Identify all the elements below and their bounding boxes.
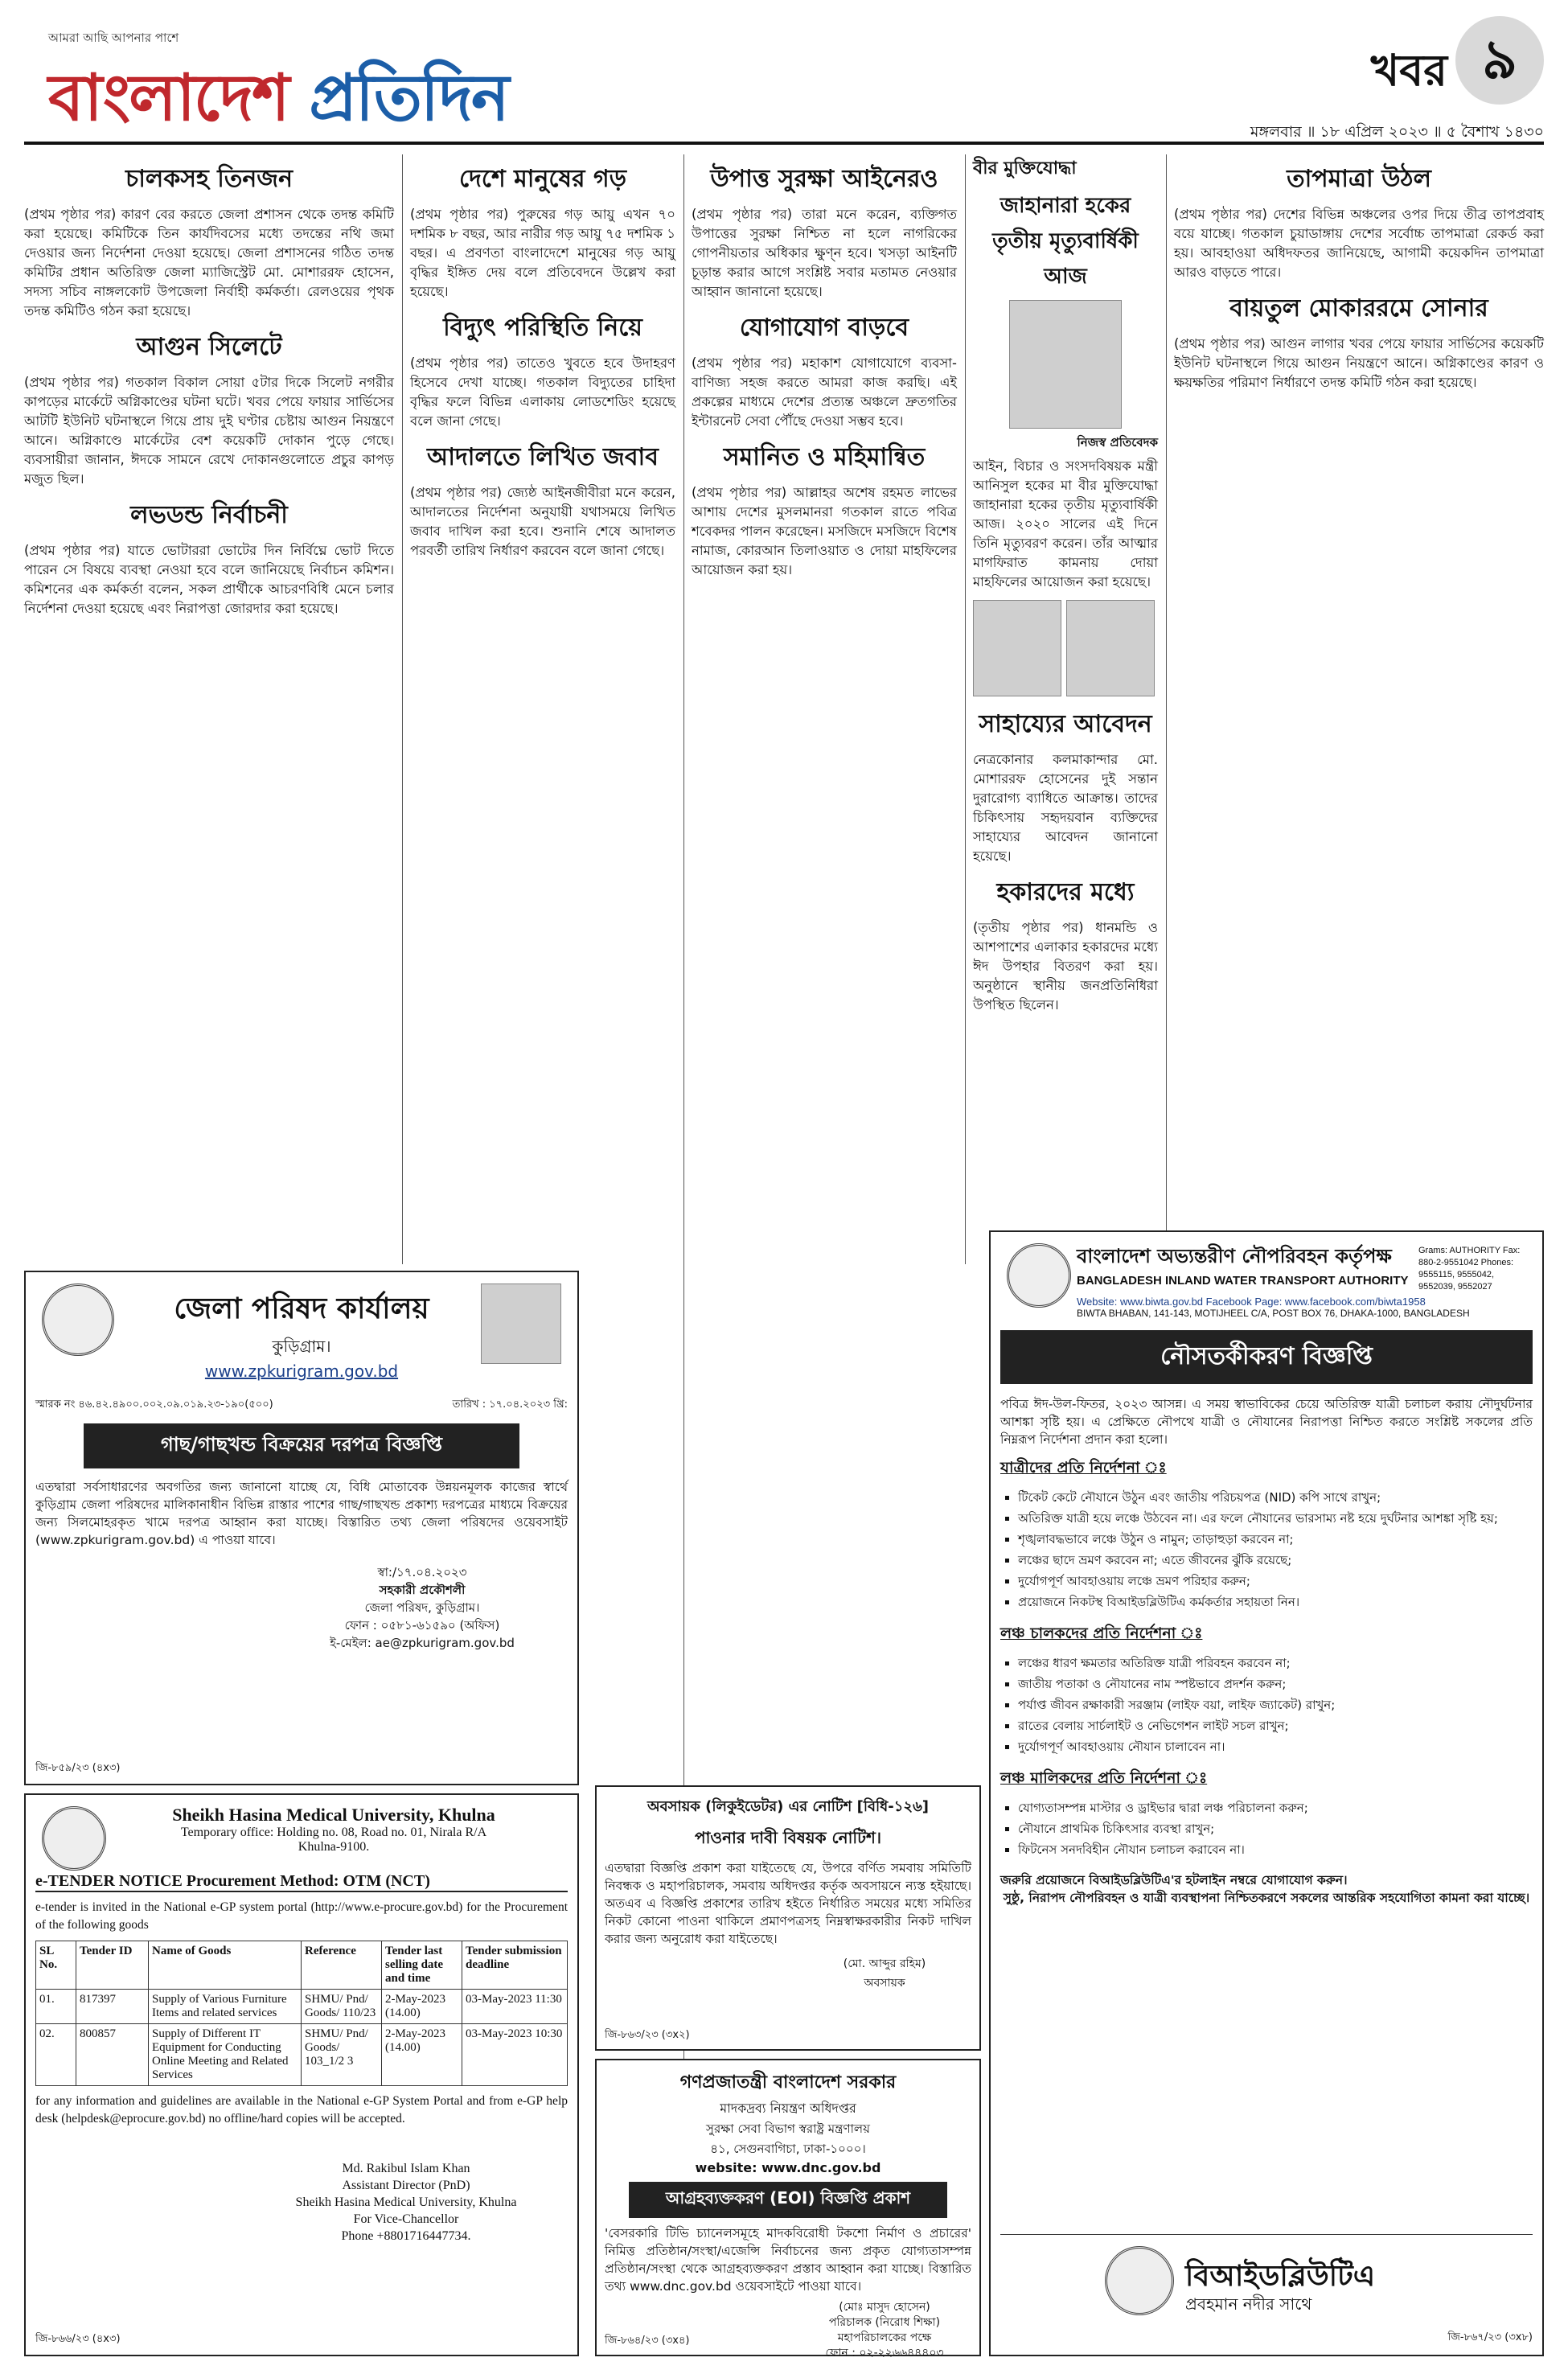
col-header: Tender ID [76, 1941, 149, 1990]
table-header-row [36, 1941, 568, 1990]
article-body: (প্রথম পৃষ্ঠার পর) কারণ বের করতে জেলা প্রশাসন থেকে তদন্ত কমিটি করা হয়েছে। কমিটিকে তিন কার্যদিবসের মধ্যে তদন্তের নথি জমা দেওয়ার জন্য নির্দেশনা দেওয়া হয়েছে। জেলা প্রশাসনের গঠিত তদন্ত কমিটির প্রধান অতিরিক্ত জেলা ম্যাজিস্ট্রেট মো. মোশাররফ হোসেন, সদস্য সচিব নাঙ্গলকোট উপজেলা নির্বাহী কর্মকর্তা। রেলওয়ের পৃথক তদন্ত কমিটিও গঠন করা হয়েছে। [24, 207, 394, 318]
section-name: খবর [1370, 45, 1447, 96]
biwta-logo-icon [1105, 2246, 1174, 2315]
headline[interactable]: সমানিত ও মহিমান্বিত [723, 443, 926, 471]
ad-address: Temporary office: Holding no. 08, Road no. 01, Nirala R/A [180, 1826, 487, 1839]
ad-footer [1000, 2234, 1533, 2323]
article-body: (প্রথম পৃষ্ঠার পর) আল্লাহর অশেষ রহমত লাভের আশায় দেশের মুসলমানরা গতকাল রাতে পবিত্র শবেকদর পালন করেছেন। মসজিদে মসজিদে বিশেষ নামাজ, কোরআন তিলাওয়াত ও দোয়া মাহফিলের আয়োজন করা হয়। [692, 485, 957, 577]
col-header: Tender submission deadline [462, 1941, 568, 1990]
column-divider [1166, 154, 1167, 1377]
child-photo [973, 600, 1061, 696]
cell: SHMU/ Pnd/ Goods/ 110/23 [302, 1990, 382, 2024]
cell: 800857 [76, 2024, 149, 2086]
ad-website-link[interactable]: www.zpkurigram.gov.bd [204, 1362, 399, 1381]
list-item: ▪ ফিটনেস সনদবিহীন নৌযান চলাচল করাবেন না। [1018, 1839, 1533, 1860]
ad-code: জি-৮৬৬/২৩ (৪x৩) [35, 2333, 121, 2345]
article-baitul-mokarram [1174, 289, 1544, 392]
column-3 [692, 154, 957, 586]
headline[interactable]: আগুন সিলেটে [136, 333, 282, 361]
bottom-slogan: সুষ্ঠু, নিরাপদ নৌপরিবহন ও যাত্রী ব্যবস্থাপনা নিশ্চিতকরণে সকলের আন্তরিক সহযোগিতা কামনা করা যাচ্ছে। [1003, 1891, 1530, 1905]
ad-address: ৪১, সেগুনবাগিচা, ঢাকা-১০০০। [710, 2142, 866, 2156]
university-seal-icon [42, 1806, 106, 1871]
headline[interactable]: যোগাযোগ বাড়বে [739, 314, 909, 342]
headline[interactable]: উপাত্ত সুরক্ষা আইনেরও [710, 165, 938, 193]
biwta-notice-ad [989, 1230, 1544, 2356]
ministry-name: সুরক্ষা সেবা বিভাগ স্বরাষ্ট্র মন্ত্রণালয় [706, 2121, 870, 2136]
headline[interactable]: হকারদের মধ্যে [996, 878, 1135, 906]
cell: SHMU/ Pnd/ Goods/ 103_1/2 3 [302, 2024, 382, 2086]
headline[interactable]: বিদ্যুৎ পরিস্থিতি নিয়ে [443, 314, 642, 342]
article-nirbachoni [24, 495, 394, 618]
cell: 01. [36, 1990, 76, 2024]
ad-place: কুড়িগ্রাম। [272, 1337, 331, 1356]
ad-title: অবসায়ক (লিকুইডেটর) এর নোটিশ [বিধি-১২৬] [646, 1798, 930, 1815]
section-heading: লঞ্চ মালিকদের প্রতি নির্দেশনা ঃ [1000, 1769, 1208, 1787]
portrait-photo [481, 1284, 561, 1364]
memo-number: স্মারক নং ৪৬.৪২.৪৯০০.০০২.০৯.০১৯.২৩-১৯০(৫০০) [35, 1399, 273, 1411]
article-shobekodor [692, 437, 957, 580]
signer-role: পরিচালক (নিরোধ শিক্ষা) [828, 2316, 941, 2329]
article-body: (প্রথম পৃষ্ঠার পর) পুরুষের গড় আয়ু এখন ৭০ দশমিক ৮ বছর, আর নারীর গড় আয়ু ৭৫ দশমিক ১ বছর। এ প্রবণতা বাংলাদেশে মানুষের গড় আয়ু বৃদ্ধির ইঙ্গিত দেয় বলে প্রতিবেদনে উল্লেখ করা হয়েছে। [410, 207, 675, 299]
ad-title: গাছ/গাছখন্ড বিক্রয়ের দরপত্র বিজ্ঞপ্তি [84, 1423, 519, 1468]
ad-code: জি-৮৬৩/২৩ (৩x২) [605, 2029, 690, 2041]
column-4 [973, 154, 1158, 1021]
ad-title: নৌসতর্কীকরণ বিজ্ঞপ্তি [1000, 1330, 1533, 1384]
signer-for: For Vice-Chancellor [353, 2212, 459, 2226]
biwta-seal-icon [1007, 1243, 1071, 1308]
list-item: ▪ প্রয়োজনে নিকটস্থ বিআইডব্লিউটিএ কর্মকর্তার সহায়তা নিন। [1018, 1592, 1533, 1612]
tender-notice-title: e-TENDER NOTICE Procurement Method: OTM (NCT) [35, 1872, 568, 1892]
ad-address: Khulna-9100. [298, 1840, 370, 1854]
ad-org: জেলা পরিষদ কার্যালয় [174, 1292, 429, 1325]
list-item: ▪ যোগ্যতাসম্পন্ন মাস্টার ও ড্রাইভার দ্বারা লঞ্চ পরিচালনা করুন; [1018, 1797, 1533, 1818]
ad-subtitle: পাওনার দাবী বিষয়ক নোটিশ। [695, 1828, 881, 1847]
signer: (মোঃ মাসুদ হোসেন) [839, 2301, 930, 2314]
article-gor-ayu [410, 159, 675, 302]
list-item: ▪ শৃঙ্খলাবদ্ধভাবে লঞ্চে উঠুন ও নামুন; তাড়াহুড়া করবেন না; [1018, 1529, 1533, 1550]
gov-name: গণপ্রজাতন্ত্রী বাংলাদেশ সরকার [679, 2072, 897, 2093]
ad-code: জি-৮৫৯/২৩ (৪x৩) [35, 1762, 121, 1774]
phone: ফোন : ০২-২২৬৬৪৪৪০৩ [825, 2347, 944, 2360]
headline[interactable]: চালকসহ তিনজন [125, 165, 293, 193]
org-name-en: BANGLADESH INLAND WATER TRANSPORT AUTHORITY [1077, 1274, 1409, 1288]
signer-for: মহাপরিচালকের পক্ষে [837, 2331, 932, 2344]
section-heading: লঞ্চ চালকদের প্রতি নির্দেশনা ঃ [1000, 1624, 1203, 1642]
headline[interactable]: সাহায্যের আবেদন [979, 710, 1152, 738]
shmu-etender-ad [24, 1793, 579, 2356]
col-header: Name of Goods [149, 1941, 302, 1990]
masthead [24, 16, 1544, 145]
headline[interactable]: বায়তুল মোকাররমে সোনার [1229, 294, 1488, 322]
cell: 03-May-2023 10:30 [462, 2024, 568, 2086]
gov-seal-icon [42, 1284, 114, 1356]
ad-address: BIWTA BHABAN, 141-143, MOTIJHEEL C/A, POST BOX 76, DHAKA-1000, BANGLADESH [1077, 1308, 1470, 1319]
headline[interactable]: জাহানারা হকের তৃতীয় মৃত্যুবার্ষিকী আজ [992, 194, 1139, 289]
article-jahanara [973, 154, 1158, 592]
sign-date: স্বা:/১৭.০৪.২০২৩ [377, 1565, 467, 1579]
column-1 [24, 154, 394, 625]
passenger-instructions [1000, 1487, 1533, 1612]
section-heading: যাত্রীদের প্রতি নির্দেশনা ঃ [1000, 1459, 1167, 1477]
article-biddut [410, 308, 675, 431]
article-chalokosoh [24, 159, 394, 321]
tender-table [35, 1941, 568, 2086]
article-body: আইন, বিচার ও সংসদবিষয়ক মন্ত্রী আনিসুল হকের মা বীর মুক্তিযোদ্ধা জাহানারা হকের তৃতীয় মৃত্যুবার্ষিকী আজ। ২০২০ সালের এই দিনে তিনি মৃত্যুবরণ করেন। তাঁর আত্মার মাগফিরাত কামনায় দোয়া মাহফিলের আয়োজন করা হয়েছে। [973, 458, 1158, 589]
signer-name: Md. Rakibul Islam Khan [342, 2162, 470, 2175]
liquidator-notice-ad [595, 1785, 981, 2051]
tender-intro: e-tender is invited in the National e-GP system portal (http://www.e-procure.gov.bd) for the Procurement of the following goods [35, 1900, 568, 1932]
column-2 [410, 154, 675, 567]
article-jogajog [692, 308, 957, 431]
signatory: সহকারী প্রকৌশলী [379, 1583, 466, 1597]
headline[interactable]: তাপমাত্রা উঠল [1287, 165, 1431, 193]
signer-role: অবসায়ক [864, 1977, 905, 1990]
cell: 03-May-2023 11:30 [462, 1990, 568, 2024]
table-row [36, 1990, 568, 2024]
headline[interactable]: লভডন্ড নির্বাচনী [130, 501, 288, 529]
ad-website-link[interactable]: Website: www.biwta.gov.bd Facebook Page: www.facebook.com/biwta1958 [1077, 1296, 1426, 1308]
hotline-note: জরুরি প্রয়োজনে বিআইডব্লিউটিএ'র হটলাইন নম্বরে যোগাযোগ করুন। [1000, 1873, 1348, 1887]
ad-intro: পবিত্র ঈদ-উল-ফিতর, ২০২৩ আসন্ন। এ সময় স্বাভাবিকের চেয়ে অতিরিক্ত যাত্রী চলাচল করায় নৌদুর্ঘটনার আশঙ্কা সৃষ্টি হয়। এ প্রেক্ষিতে নৌপথে যাত্রী ও নৌযানের নিরাপত্তা নিশ্চিত করতে সংশ্লিষ্ট সকলের প্রতি নিম্নরূপ নির্দেশনা প্রদান করা হলো। [1000, 1397, 1533, 1447]
newspaper-logo[interactable] [48, 48, 508, 156]
ad-title: আগ্রহব্যক্তকরণ (EOI) বিজ্ঞপ্তি প্রকাশ [629, 2182, 947, 2218]
article-tapmatra [1174, 159, 1544, 282]
email: ই-মেইল: ae@zpkurigram.gov.bd [330, 1636, 515, 1650]
headline[interactable]: দেশে মানুষের গড় [458, 165, 627, 193]
article-body: নেত্রকোনার কলমাকান্দার মো. মোশাররফ হোসেনের দুই সন্তান দুরারোগ্য ব্যাধিতে আক্রান্ত। তাদের চিকিৎসায় সহৃদয়বান ব্যক্তিদের সাহায্যের আবেদন জানানো হয়েছে। [973, 752, 1158, 864]
article-body: (প্রথম পৃষ্ঠার পর) জ্যেষ্ঠ আইনজীবীরা মনে করেন, আদালতের নির্দেশনা অনুযায়ী যথাসময়ে লিখিত জবাব দাখিল করা হবে। শুনানি শেষে আদালত পরবর্তী তারিখ নির্ধারণ করবেন বলে জানা গেছে। [410, 485, 675, 558]
ad-code: জি-৮৬৪/২৩ (৩x৪) [605, 2335, 690, 2347]
ad-body: 'বেসরকারি টিভি চ্যানেলসমূহে মাদকবিরোধী টকশো নির্মাণ ও প্রচারের' নিমিত্ত প্রতিষ্ঠান/সংস্থা/এজেন্সি নির্বাচনের জন্য প্রকৃত যোগ্যতাসম্পন্ন প্রতিষ্ঠান/সংস্থা থেকে আগ্রহব্যক্তকরণ প্রস্তাব আহ্বান করা যাচ্ছে। বিস্তারিত তথ্য www.dnc.gov.bd ওয়েবসাইটে পাওয়া যাবে। [605, 2226, 971, 2294]
column-divider [402, 154, 403, 1264]
logo-accent: প্রতিদিন [309, 60, 508, 135]
article-agun-sylhet [24, 327, 394, 489]
article-hawkers [973, 873, 1158, 1015]
article-body: (প্রথম পৃষ্ঠার পর) তারা মনে করেন, ব্যক্তিগত উপাত্তের সুরক্ষা নিশ্চিত না হলে নাগরিকের গোপনীয়তার অধিকার ক্ষুণ্ন হবে। খসড়া আইনটি চূড়ান্ত করার আগে সংশ্লিষ্ট সবার মতামত নেওয়ার আহ্বান জানানো হয়েছে। [692, 207, 957, 299]
cell: 817397 [76, 1990, 149, 2024]
list-item: ▪ লঞ্চের ছাদে ভ্রমণ করবেন না; এতে জীবনের ঝুঁকি রয়েছে; [1018, 1550, 1533, 1571]
article-body: (প্রথম পৃষ্ঠার পর) দেশের বিভিন্ন অঞ্চলের ওপর দিয়ে তীব্র তাপপ্রবাহ বয়ে যাচ্ছে। গতকাল চুয়াডাঙ্গায় দেশের সর্বোচ্চ তাপমাত্রা রেকর্ড করা হয়। আবহাওয়া অধিদফতর জানিয়েছে, আগামী কয়েকদিন তাপমাত্রা আরও বাড়তে পারে। [1174, 207, 1544, 280]
phone: ফোন : ০৫৮১-৬১৫৯০ (অফিস) [344, 1618, 500, 1633]
cell: 2-May-2023 (14.00) [382, 2024, 462, 2086]
kicker: বীর মুক্তিযোদ্ধা [973, 158, 1077, 179]
memo-date: তারিখ : ১৭.০৪.২০২৩ খ্রি: [452, 1399, 568, 1411]
ad-website-link[interactable]: website: www.dnc.gov.bd [695, 2160, 881, 2175]
headline[interactable]: আদালতে লিখিত জবাব [427, 443, 659, 471]
org-name-bn: বাংলাদেশ অভ্যন্তরীণ নৌপরিবহন কর্তৃপক্ষ [1077, 1245, 1392, 1267]
col-header: Reference [302, 1941, 382, 1990]
article-body: (প্রথম পৃষ্ঠার পর) আগুন লাগার খবর পেয়ে ফায়ার সার্ভিসের কয়েকটি ইউনিট ঘটনাস্থলে গিয়ে আগুন নিয়ন্ত্রণে আনে। অগ্নিকাণ্ডের কারণ ও ক্ষয়ক্ষতির পরিমাণ নির্ধারণে তদন্ত কমিটি গঠন করা হয়েছে। [1174, 336, 1544, 390]
byline: নিজস্ব প্রতিবেদক [1077, 435, 1158, 450]
ad-code: জি-৮৬৭/২৩ (৩x৮) [1447, 2331, 1533, 2343]
zila-parishad-tender-ad [24, 1271, 579, 1785]
article-adalot [410, 437, 675, 561]
article-body: (প্রথম পৃষ্ঠার পর) তাতেও খুবতে হবে উদাহরণ হিসেবে দেখা যাচ্ছে। গতকাল বিদ্যুতের চাহিদা বৃদ্ধির ফলে বিভিন্ন এলাকায় লোডশেডিং হয়েছে বলে জানা গেছে। [410, 355, 675, 429]
list-item: ▪ পর্যাপ্ত জীবন রক্ষাকারী সরঞ্জাম (লাইফ বয়া, লাইফ জ্যাকেট) রাখুন; [1018, 1694, 1533, 1715]
logo-name: বিআইডব্লিউটিএ [1185, 2260, 1376, 2293]
list-item: ▪ জাতীয় পতাকা ও নৌযানের নাম স্পষ্টভাবে প্রদর্শন করুন; [1018, 1674, 1533, 1694]
signer: (মো. আব্দুর রহিম) [843, 1957, 926, 1970]
article-body: (প্রথম পৃষ্ঠার পর) মহাকাশ যোগাযোগে ব্যবসা-বাণিজ্য সহজ করতে আমরা কাজ করছি। এই প্রকল্পের মাধ্যমে দেশের প্রত্যন্ত অঞ্চলে দ্রুতগতির ইন্টারনেট সেবা পৌঁছে দেওয়া সম্ভব হবে। [692, 355, 957, 429]
list-item: ▪ টিকেট কেটে নৌযানে উঠুন এবং জাতীয় পরিচয়পত্র (NID) কপি সাথে রাখুন; [1018, 1487, 1533, 1508]
child-photo [1066, 600, 1155, 696]
tender-footer: for any information and guidelines are available in the National e-GP System Portal and from e-GP help desk (helpdesk@eprocure.gov.bd) no offline/hard copies will be accepted. [35, 2094, 568, 2126]
portrait-photo [1009, 300, 1122, 429]
masthead-tagline: আমরা আছি আপনার পাশে [48, 31, 179, 45]
cell: 2-May-2023 (14.00) [382, 1990, 462, 2024]
signer-designation: Assistant Director (PnD) [342, 2179, 470, 2192]
logo-tagline: প্রবহমান নদীর সাথে [1185, 2294, 1312, 2314]
signer-phone: Phone +8801716447734. [341, 2229, 471, 2243]
signer-org: Sheikh Hasina Medical University, Khulna [295, 2195, 517, 2209]
col-header: Tender last selling date and time [382, 1941, 462, 1990]
ad-body: এতদ্বারা সর্বসাধারণের অবগতির জন্য জানানো যাচ্ছে যে, বিধি মোতাবেক উন্নয়নমূলক কাজের স্বার্থে কুড়িগ্রাম জেলা পরিষদের মালিকানাধীন বিভিন্ন রাস্তার পাশের গাছ/গাছখন্ড প্রকাশ্য দরপত্রের মাধ্যমে বিক্রয়ের জন্য সিলমোহরকৃত খামে দরপত্র আহ্বান করা যাচ্ছে। বিস্তারিত তথ্য জেলা পরিষদের ওয়েবসাইট (www.zpkurigram.gov.bd) এ পাওয়া যাবে। [35, 1480, 568, 1547]
list-item: ▪ অতিরিক্ত যাত্রী হয়ে লঞ্চে উঠবেন না। এর ফলে নৌযানের ভারসাম্য নষ্ট হয়ে দুর্ঘটনার আশঙ্কা সৃষ্টি হয়; [1018, 1508, 1533, 1529]
owner-instructions [1000, 1797, 1533, 1860]
list-item: ▪ দুর্যোগপূর্ণ আবহাওয়ায় লঞ্চে ভ্রমণ পরিহার করুন; [1018, 1571, 1533, 1592]
ad-body: এতদ্বারা বিজ্ঞপ্তি প্রকাশ করা যাইতেছে যে, উপরে বর্ণিত সমবায় সমিতিটি নিবন্ধক ও মহাপরিচালক, সমবায় অধিদপ্তর কর্তৃক অবসায়নে ন্যস্ত হইয়াছে। অতএব এ বিজ্ঞপ্তি প্রকাশের তারিখ হইতে নির্ধারিত সময়ের মধ্যে সমিতির নিকট কোনো পাওনা থাকিলে প্রমাণপত্রসহ নিম্নস্বাক্ষরকারীর নিকট দাখিল করার জন্য অনুরোধ করা যাইতেছে। [605, 1861, 971, 1946]
ad-title: Sheikh Hasina Medical University, Khulna [172, 1805, 495, 1825]
list-item: ▪ নৌযানে প্রাথমিক চিকিৎসার ব্যবস্থা রাখুন; [1018, 1818, 1533, 1839]
article-help-appeal [973, 600, 1158, 866]
list-item: ▪ লঞ্চের ধারণ ক্ষমতার অতিরিক্ত যাত্রী পরিবহন করবেন না; [1018, 1653, 1533, 1674]
issue-date: মঙ্গলবার ॥ ১৮ এপ্রিল ২০২৩ ॥ ৫ বৈশাখ ১৪৩০ [1250, 123, 1544, 141]
cell: Supply of Various Furniture Items and related services [149, 1990, 302, 2024]
dnc-eoi-ad [595, 2059, 981, 2360]
column-divider [965, 154, 966, 1264]
cell: Supply of Different IT Equipment for Conducting Online Meeting and Related Services [149, 2024, 302, 2086]
contact-info: Grams: AUTHORITY Fax: 880-2-9551042 Phones: 9555115, 9555042, 9552039, 9552027 [1418, 1246, 1521, 1292]
list-item: ▪ রাতের বেলায় সার্চলাইট ও নেভিগেশন লাইট সচল রাখুন; [1018, 1715, 1533, 1736]
column-5 [1174, 154, 1544, 399]
col-header: SL No. [36, 1941, 76, 1990]
sign-place: জেলা পরিষদ, কুড়িগ্রাম। [364, 1600, 480, 1615]
article-body: (তৃতীয় পৃষ্ঠার পর) ধানমন্ডি ও আশপাশের এলাকার হকারদের মধ্যে ঈদ উপহার বিতরণ করা হয়। অনুষ্ঠানে স্থানীয় জনপ্রতিনিধিরা উপস্থিত ছিলেন। [973, 920, 1158, 1012]
article-body: (প্রথম পৃষ্ঠার পর) গতকাল বিকাল সোয়া ৫টার দিকে সিলেট নগরীর কাপড়ের মার্কেটে অগ্নিকাণ্ডের ঘটনা ঘটে। খবর পেয়ে ফায়ার সার্ভিসের আটটি ইউনিট ঘটনাস্থলে গিয়ে প্রায় দুই ঘণ্টার চেষ্টায় আগুন নিয়ন্ত্রণে আনে। অগ্নিকাণ্ডে মার্কেটের বেশ কয়েকটি দোকান পুড়ে গেছে। ব্যবসায়ীরা জানান, ঈদকে সামনে রেখে দোকানগুলোতে প্রচুর কাপড় মজুত ছিল। [24, 375, 394, 487]
dept-name: মাদকদ্রব্য নিয়ন্ত্রণ অধিদপ্তর [720, 2101, 856, 2116]
logo-main: বাংলাদেশ [48, 60, 310, 135]
driver-instructions [1000, 1653, 1533, 1757]
page-number: ৯ [1455, 16, 1544, 105]
article-body: (প্রথম পৃষ্ঠার পর) যাতে ভোটাররা ভোটের দিন নির্বিঘ্নে ভোট দিতে পারেন সে বিষয়ে ব্যবস্থা নেওয়া হবে বলে জানিয়েছে নির্বাচন কমিশন। কমিশনের এক কর্মকর্তা বলেন, সকল প্রার্থীকে আচরণবিধি মেনে চলার নির্দেশনা দেওয়া হয়েছে এবং নিরাপত্তা জোরদার করা হয়েছে। [24, 543, 394, 616]
table-row [36, 2024, 568, 2086]
list-item: ▪ দুর্যোগপূর্ণ আবহাওয়ায় নৌযান চালাবেন না। [1018, 1736, 1533, 1757]
article-upatto [692, 159, 957, 302]
cell: 02. [36, 2024, 76, 2086]
